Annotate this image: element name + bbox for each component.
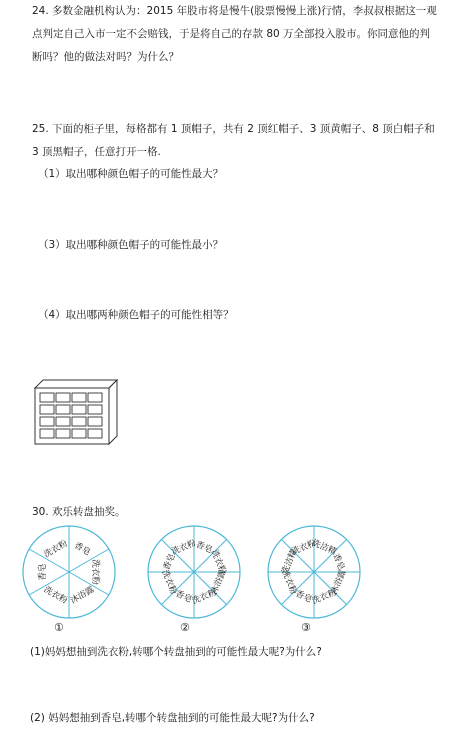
wheel-sector-label: 香皂 (293, 589, 314, 605)
wheel-sector-label: 洗衣粉 (42, 538, 70, 561)
wheel-sector-label: 洗衣粉 (90, 559, 101, 585)
q25-line-2: 3 顶黑帽子，任意打开一格. (32, 146, 161, 158)
q30-title: 30. 欢乐转盘抽奖。 (32, 506, 126, 518)
q30-sub-2: (2) 妈妈想抽到香皂,转哪个转盘抽到的可能性最大呢?为什么? (30, 712, 315, 724)
wheel-sector-label: 洗衣粉 (208, 548, 228, 576)
q25-line-1: 25. 下面的柜子里，每格都有 1 顶帽子，共有 2 顶红帽子、3 顶黄帽子、8 顶白帽子和 (32, 123, 435, 135)
wheel-sector-label: 洗衣粉 (170, 538, 198, 558)
wheel-sector-label: 香皂 (161, 552, 178, 572)
wheel-sector-label: 香皂 (37, 563, 48, 581)
wheel-sector-label: 洗衣粉 (41, 584, 69, 607)
wheel-sector-label: 香皂 (72, 540, 92, 558)
wheel-sector-label: 洗衣粉 (190, 587, 219, 607)
spinner-wheels (22, 522, 442, 640)
q24-line-1: 24. 多数金融机构认为：2015 年股市将是慢牛(股票慢慢上涨)行情，李叔叔根据这一观 (32, 5, 437, 17)
spinner-wheel-1 (23, 526, 115, 618)
wheel-sector-label: 香皂 (330, 552, 347, 572)
wheel-sector-label: 洗衣粉 (159, 568, 179, 597)
q25-sub-4: （4）取出哪两种颜色帽子的可能性相等？ (38, 309, 234, 321)
q24-line-2: 点判定自己入市一定不会赔钱，于是将自己的存款 80 万全部投入股市。你同意他的判 (32, 28, 431, 40)
wheel-sector-label: 香皂 (194, 539, 214, 556)
spinner-wheel-2 (148, 526, 240, 618)
wheel-sector-label: 香皂 (173, 589, 194, 605)
q25-sub-3: （3）取出哪种颜色帽子的可能性最小？ (38, 239, 224, 251)
wheel-label-2: ② (180, 621, 190, 634)
cabinet-illustration (33, 378, 119, 446)
spinner-wheel-3 (268, 526, 360, 618)
wheel-label-1: ① (54, 621, 64, 634)
wheel-sector-label: 洗衣粉 (310, 587, 339, 607)
wheel-sector-label: 洗洁精 (310, 538, 338, 558)
wheel-sector-label: 沐浴露 (209, 568, 229, 597)
q30-sub-1: (1)妈妈想抽到洗衣粉,转哪个转盘抽到的可能性最大呢?为什么? (30, 646, 322, 658)
wheel-sector-label: 沐浴露 (69, 584, 97, 607)
q24-line-3: 断吗？他的做法对吗？为什么？ (32, 51, 179, 63)
wheel-sector-label: 沐浴露 (329, 568, 349, 597)
q25-sub-1: （1）取出哪种颜色帽子的可能性最大？ (38, 168, 224, 180)
wheel-sector-label: 洗衣粉 (279, 568, 299, 597)
wheel-label-3: ③ (301, 621, 311, 634)
wheel-sector-label: 洗衣粉 (290, 538, 318, 558)
wheel-sector-label: 洗洁精 (280, 548, 300, 576)
